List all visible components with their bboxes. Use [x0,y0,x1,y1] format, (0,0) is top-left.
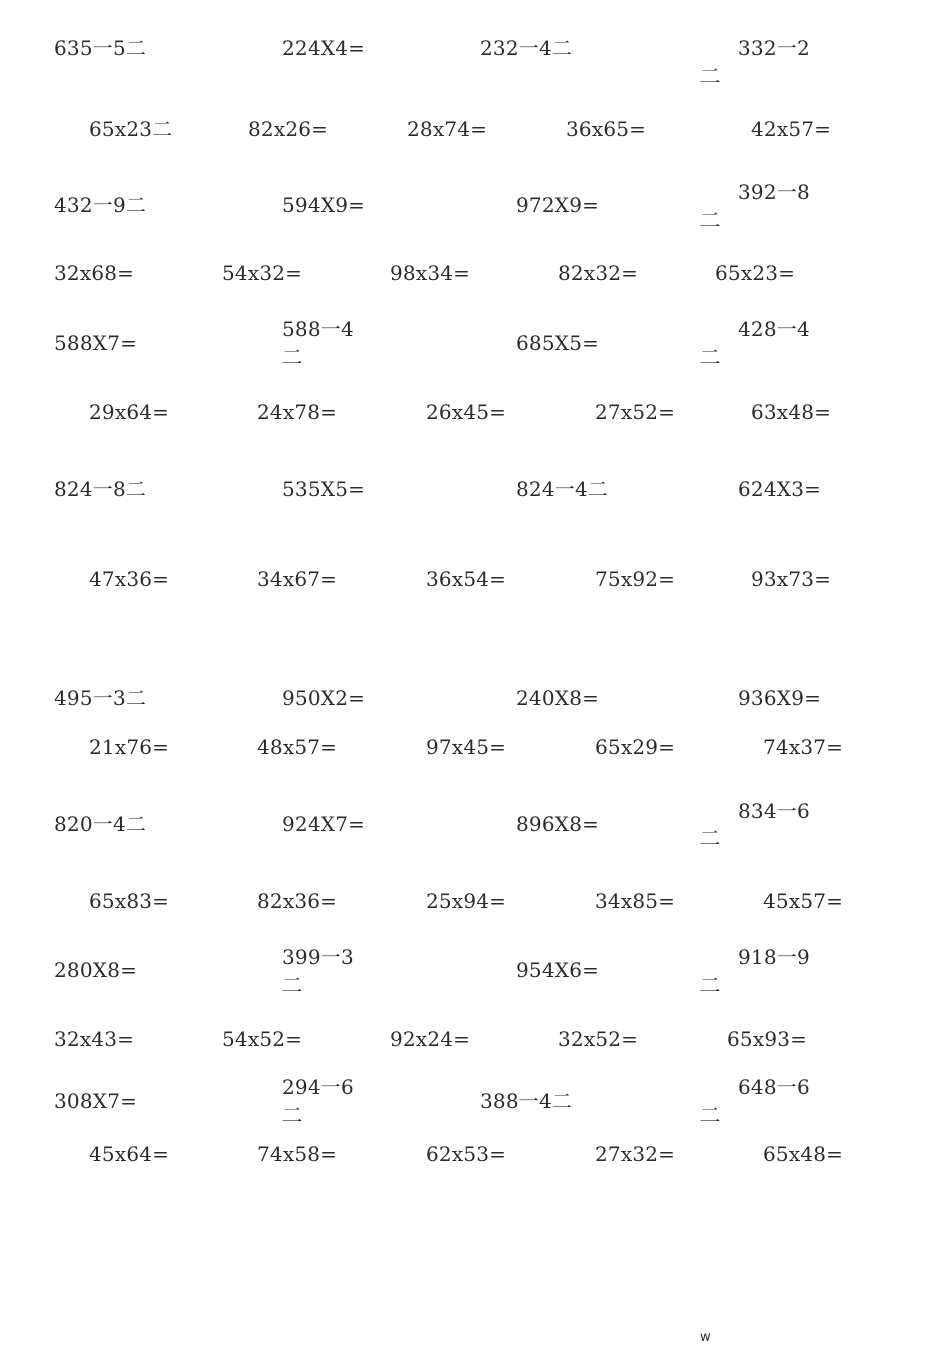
problem-text: 25x94= [426,889,507,913]
continuation-mark: 二 [281,345,303,369]
problem-text: 26x45= [426,400,507,424]
problem-text: 594X9= [282,193,366,217]
problem-text: 54x52= [222,1027,303,1051]
problem-text: 588X7= [54,331,138,355]
problem-text: 21x76= [89,735,170,759]
problem-text: 75x92= [595,567,676,591]
problem-text: 428一4 [738,317,810,341]
problem-text: 950X2= [282,686,366,710]
problem-text: 685X5= [516,331,600,355]
problem-text: 232一4二 [480,36,573,60]
problem-text: 388一4二 [480,1089,573,1113]
problem-text: 93x73= [751,567,832,591]
problem-text: 27x32= [595,1142,676,1166]
problem-text: 34x85= [595,889,676,913]
problem-text: 32x52= [558,1027,639,1051]
continuation-mark: 二 [699,345,721,369]
problem-text: 82x36= [257,889,338,913]
problem-text: 45x64= [89,1142,170,1166]
problem-text: 24x78= [257,400,338,424]
continuation-mark: 二 [281,1103,303,1127]
problem-text: 824一4二 [516,477,609,501]
problem-text: 54x32= [222,261,303,285]
problem-text: 74x37= [763,735,844,759]
problem-text: 332一2 [738,36,810,60]
problem-text: 954X6= [516,958,600,982]
problem-text: 65x29= [595,735,676,759]
problem-text: 896X8= [516,812,600,836]
problem-text: 32x43= [54,1027,135,1051]
problem-text: 392一8 [738,180,810,204]
problem-text: 82x32= [558,261,639,285]
problem-text: 240X8= [516,686,600,710]
problem-text: 918一9 [738,945,810,969]
problem-text: 648一6 [738,1075,810,1099]
problem-text: 972X9= [516,193,600,217]
problem-text: 624X3= [738,477,822,501]
problem-text: 28x74= [407,117,488,141]
problem-text: 495一3二 [54,686,147,710]
problem-text: 936X9= [738,686,822,710]
problem-text: 74x58= [257,1142,338,1166]
problem-text: 824一8二 [54,477,147,501]
problem-text: 308X7= [54,1089,138,1113]
problem-text: 924X7= [282,812,366,836]
problem-text: 399一3 [282,945,354,969]
problem-text: 224X4= [282,36,366,60]
continuation-mark: 二 [699,64,721,88]
problem-text: 280X8= [54,958,138,982]
problem-text: 834一6 [738,799,810,823]
problem-text: 635一5二 [54,36,147,60]
continuation-mark: 二 [699,1103,721,1127]
problem-text: 432一9二 [54,193,147,217]
problem-text: 29x64= [89,400,170,424]
problem-text: 62x53= [426,1142,507,1166]
problem-text: 48x57= [257,735,338,759]
problem-text: 47x36= [89,567,170,591]
problem-text: 535X5= [282,477,366,501]
continuation-mark: 二 [699,973,721,997]
problem-text: 92x24= [390,1027,471,1051]
problem-text: 820一4二 [54,812,147,836]
continuation-mark: 二 [281,973,303,997]
problem-text: 32x68= [54,261,135,285]
problem-text: 294一6 [282,1075,354,1099]
problem-text: 98x34= [390,261,471,285]
problem-text: 63x48= [751,400,832,424]
problem-text: 45x57= [763,889,844,913]
problem-text: 27x52= [595,400,676,424]
problem-text: 588一4 [282,317,354,341]
footer-mark: w [700,1330,711,1345]
problem-text: 82x26= [248,117,329,141]
problem-text: 65x23二 [89,117,173,141]
problem-text: 65x93= [727,1027,808,1051]
problem-text: 36x54= [426,567,507,591]
problem-text: 36x65= [566,117,647,141]
problem-text: 34x67= [257,567,338,591]
problem-text: 97x45= [426,735,507,759]
problem-text: 65x48= [763,1142,844,1166]
problem-text: 65x23= [715,261,796,285]
problem-text: 42x57= [751,117,832,141]
continuation-mark: 二 [699,208,721,232]
continuation-mark: 二 [699,826,721,850]
problem-text: 65x83= [89,889,170,913]
